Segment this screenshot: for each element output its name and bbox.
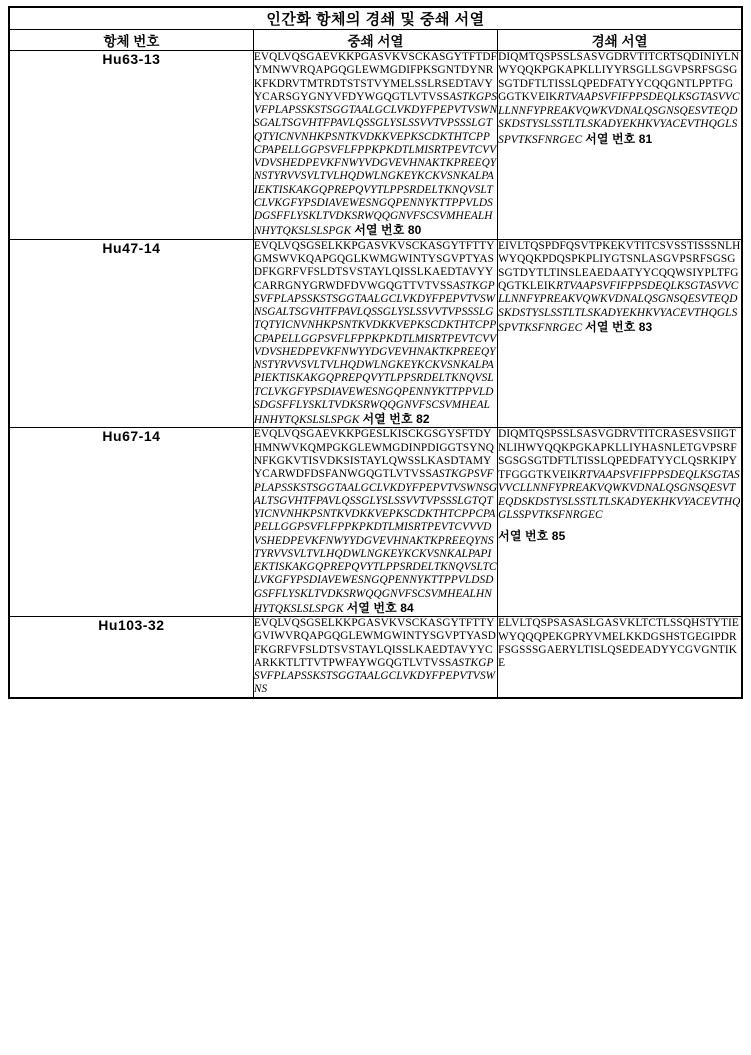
table-title: 인간화 항체의 경쇄 및 중쇄 서열 <box>9 7 742 30</box>
light-variable-segment: DIQMTQSPSSLSASVGDRVTITCRASESVSIIGTNLIHWYQQKPGKAPKLLIYHASNLETGVPSRFSGSGSGTDFTLTISSLQPEDFATYYCLQSRKIPYTFGGGTKVEIK <box>498 428 737 481</box>
heavy-chain-sequence <box>253 428 497 617</box>
heavy-variable-segment: EVQLVQSGAEVKKPGASVKVSCKASGYTFTDFYMNWVRQAPGQGLEWMGDIFPKSGNTDYNRKFKDRVTMTRDTSTSTVYMELSSLRSEDTAVYYCARSGYGNYVFDYWGQGTLVTVSS <box>253 51 498 103</box>
light-sequence-number: 서열 번호 81 <box>585 131 653 146</box>
heavy-variable-segment: EVQLVQSGSELKKPGASVKVSCKASGYTFTTYGMSWVKQAPGQGLKWMGWINTYSGVPTYASDFKGRFVFSLDTSVSTAYLQISSLKAEDTAVYYCARRGNYGRWDFDVWGQGTTVTVSS <box>253 239 495 292</box>
heavy-constant-segment: ASTKGPSVFPLAPSSKSTSGGTAALGCLVKDYFPEPVTVSWNSGALTSGVHTFPAVLQSSGLYSLSSVVTVPSSSLGTQTYICNVNHKPSNTKVDKKVEPKSCDKTHTCPPCPAPELLGGPSVFLFPPKPKDTLMISRTPEVTCVVVDVSHEDPEVKFNWYYDGVEVHNAKTKPREEQYNSTYRVVSVLTVLHQDWLNGKEYKCKVSNKALPAPIEKTISKAKGQPREPQVYTLPPSRDELTKNQVSLTCLVKGFYPSDIAVEWESNGQPENNYKTTPPVLDSDGSFFLYSKLTVDKSRWQQGNVFSCSVMHEALHNHYTQKSLSLSPGK <box>253 468 498 615</box>
table-row <box>9 239 742 428</box>
antibody-id: Hu63-13 <box>9 51 253 240</box>
light-chain-sequence <box>498 239 742 428</box>
column-header-heavy-chain: 중쇄 서열 <box>253 30 497 51</box>
heavy-chain-sequence <box>253 239 497 428</box>
heavy-sequence-number: 서열 번호 82 <box>362 412 430 427</box>
heavy-chain-sequence <box>253 617 497 698</box>
light-chain-sequence <box>498 51 742 240</box>
light-constant-segment: RTVAAPSVFIFPPSDEQLKSGTASVVCLLNNFYPREAKVQWKVDNALQSGNSQESVTEQDSKDSTYSLSSTLTLSKADYEKHKVYACEVTHQGLSSPVTKSFNRGEC <box>498 468 741 522</box>
light-constant-segment: RTVAAPSVFIFPPSDEQLKSGTASVVCLLNNFYPREAKVQWKVDNALQSGNSQESVTEQDSKDSTYSLSSTLTLSKADYEKHKVYACEVTHQGLSSPVTKSFNRGEC <box>498 280 739 335</box>
table-row <box>9 617 742 698</box>
antibody-id: Hu67-14 <box>9 428 253 617</box>
antibody-id: Hu47-14 <box>9 239 253 428</box>
light-chain-sequence <box>498 617 742 698</box>
table-row <box>9 428 742 617</box>
heavy-variable-segment: EVQLVQSGSELKKPGASVKVSCKASGYTFTTYGVIWVRQAPGQGLEWMGWINTYSGVPTYASDFKGRFVFSLDTSVSTAYLQISSLKAEDTAVYYCARKKTLTTVTPWFAYWGQGTLVTVSS <box>253 617 497 669</box>
antibody-id: Hu103-32 <box>9 617 253 698</box>
table-row <box>9 51 742 240</box>
column-header-antibody-id: 항체 번호 <box>9 30 253 51</box>
light-sequence-number: 서열 번호 83 <box>585 320 653 335</box>
light-variable-segment: EIVLTQSPDFQSVTPKEKVTITCSVSSTISSSNLHWYQQKPDQSPKPLIYGTSNLASGVPSRFSGSGSGTDYTLTINSLEAEDAATYYCQQWSIYPLTFGQGTKLEIK <box>498 239 741 293</box>
sequence-table <box>8 6 743 699</box>
heavy-constant-segment: ASTKGPSVFPLAPSSKSTSGGTAALGCLVKDYFPEPVTVSWNS <box>253 656 496 696</box>
heavy-sequence-number: 서열 번호 84 <box>346 600 414 615</box>
light-chain-sequence <box>498 428 742 617</box>
heavy-variable-segment: EVQLVQSGAEVKKPGESLKISCKGSGYSFTDYHMNWVKQMPGKGLEWMGDINPDIGGTSYNQNFKGKVTISVDKSISTAYLQWSSLKASDTAMYYCARWDFDSFANWGQGTLVTVSS <box>253 428 495 481</box>
heavy-constant-segment: ASTKGPSVFPLAPSSKSTSGGTAALGCLVKDYFPEPVTVSWNSGALTSGVHTFPAVLQSSGLYSLSSVVTVPSSSLGTQTYICNVNHKPSNTKVDKKVEPKSCDKTHTCPPCPAPELLGGPSVFLFPPKPKDTLMISRTPEVTCVVVDVSHEDPEVKFNWYYDGVEVHNAKTKPREEQYNSTYRVVSVLTVLHQDWLNGKEYKCKVSNKALPAPIEKTISKAKGQPREPQVYTLPPSRDELTKNQVSLTCLVKGFYPSDIAVEWESNGQPENNYKTTPPVLDSDGSFFLYSKLTVDKSRWQQGNVFSCSVMHEALHNHYTQKSLSLSPGK <box>253 279 497 427</box>
light-variable-segment: DIQMTQSPSSLSASVGDRVTITCRTSQDINIYLNWYQQKPGKAPKLLIYYRSGLLSGVPSRFSGSGSGTDFTLTISSLQPEDFATYYCQQGNTLPPTFGGGTKVEIK <box>498 51 740 104</box>
column-header-light-chain: 경쇄 서열 <box>498 30 742 51</box>
light-sequence-number: 서열 번호 85 <box>498 528 566 543</box>
light-constant-segment: RTVAAPSVFIFPPSDEQLKSGTASVVCLLNNFYPREAKVQWKVDNALQSGNSQESVTEQDSKDSTYSLSSTLTLSKADYEKHKVYACEVTHQGLSSPVTKSFNRGEC <box>498 91 740 146</box>
table-header-row <box>9 30 742 51</box>
heavy-chain-sequence <box>253 51 497 240</box>
heavy-constant-segment: ASTKGPSVFPLAPSSKSTSGGTAALGCLVKDYFPEPVTVSWNSGALTSGVHTFPAVLQSSGLYSLSSVVTVPSSSLGTQTYICNVNHKPSNTKVDKKVEPKSCDKTHTCPPCPAPELLGGPSVFLFPPKPKDTLMISRTPEVTCVVVDVSHEDPEVKFNWYVDGVEVHNAKTKPREEQYNSTYRVVSVLTVLHQDWLNGKEYKCKVSNKALPAIEKTISKAKGQPREPQVYTLPPSRDELTKNQVSLTCLVKGFYPSDIAVEWESNGQPENNYKTTPPVLDSDGSFFLYSKLTVDKSRWQQGNVFSCSVMHEALHNHYTQKSLSLSPGK <box>253 90 498 238</box>
light-variable-segment: ELVLTQSPSASASLGASVKLTCTLSSQHSTYTIEWYQQQPEKGPRYVMELKKDGSHSTGEGIPDRFSGSSSGAERYLTISLQSEDEADYYCGVGNTIKE <box>498 617 739 670</box>
heavy-sequence-number: 서열 번호 80 <box>354 223 422 238</box>
table-title-row <box>9 7 742 30</box>
